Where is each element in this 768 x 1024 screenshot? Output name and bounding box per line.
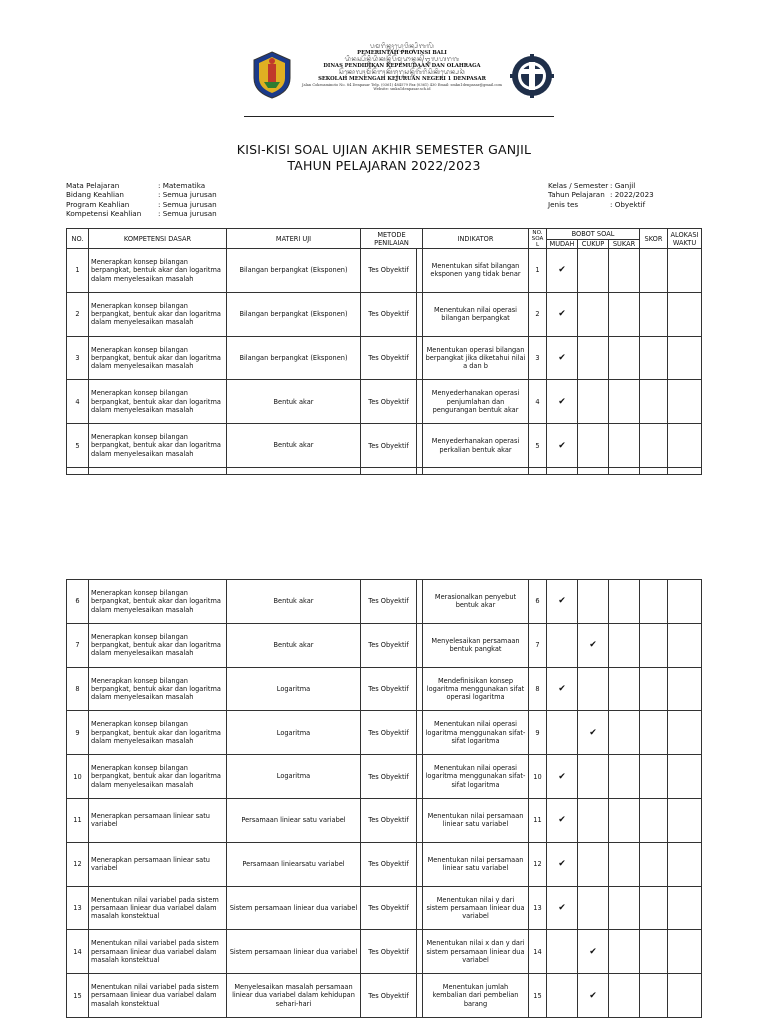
- row-number: 9: [67, 711, 89, 755]
- indikator-cell: Menyederhanakan operasi penjumlahan dan pengurangan bentuk akar: [423, 380, 529, 424]
- mudah-check-cell: [547, 711, 578, 755]
- metode-penilaian-cell: Tes Obyektif: [361, 711, 417, 755]
- no-soal-cell: 11: [529, 798, 547, 842]
- materi-uji-cell: Bentuk akar: [227, 380, 361, 424]
- row-number: 12: [67, 842, 89, 886]
- mudah-check-cell: ✔: [547, 336, 578, 380]
- alokasi-waktu-cell: [668, 974, 702, 1018]
- meta-label: Mata Pelajaran: [66, 181, 120, 190]
- cukup-check-cell: ✔: [578, 974, 609, 1018]
- skor-cell: [640, 667, 668, 711]
- metode-penilaian-cell: Tes Obyektif: [361, 930, 417, 974]
- school-logo-icon: [510, 54, 554, 98]
- skor-cell: [640, 292, 668, 336]
- skor-cell: [640, 711, 668, 755]
- table-row: [67, 336, 702, 380]
- row-number: 6: [67, 580, 89, 624]
- skor-cell: [640, 336, 668, 380]
- sukar-check-cell: [609, 798, 640, 842]
- meta-label: Tahun Pelajaran: [548, 190, 605, 200]
- alokasi-waktu-cell: [668, 842, 702, 886]
- alokasi-waktu-cell: [668, 755, 702, 799]
- no-soal-cell: 13: [529, 886, 547, 930]
- meta-left: [66, 181, 217, 219]
- no-soal-cell: 10: [529, 755, 547, 799]
- meta-row: [548, 190, 654, 199]
- materi-uji-cell: Menyelesaikan masalah persamaan liniear dua variabel dalam kehidupan sehari-hari: [227, 974, 361, 1018]
- skor-cell: [640, 974, 668, 1018]
- indikator-cell: Menentukan jumlah kembalian dari pembelian barang: [423, 974, 529, 1018]
- kompetensi-dasar-cell: Menerapkan persamaan liniear satu variabel: [89, 842, 227, 886]
- metode-penilaian-cell: Tes Obyektif: [361, 336, 417, 380]
- skor-cell: [640, 380, 668, 424]
- mudah-check-cell: [547, 623, 578, 667]
- meta-label: Bidang Keahlian: [66, 190, 124, 200]
- materi-uji-cell: Bilangan berpangkat (Eksponen): [227, 336, 361, 380]
- metode-penilaian-cell: Tes Obyektif: [361, 292, 417, 336]
- sukar-check-cell: [609, 755, 640, 799]
- no-soal-cell: 5: [529, 424, 547, 468]
- continuation-cell: [609, 467, 640, 474]
- meta-value: : Semua jurusan: [158, 209, 217, 219]
- sukar-check-cell: [609, 380, 640, 424]
- alokasi-waktu-cell: [668, 424, 702, 468]
- meta-row: [66, 200, 217, 209]
- cukup-check-cell: ✔: [578, 711, 609, 755]
- alokasi-waktu-cell: [668, 580, 702, 624]
- alokasi-waktu-cell: [668, 336, 702, 380]
- table-row: [67, 798, 702, 842]
- indikator-cell: Menentukan nilai x dan y dari sistem persamaan liniear dua variabel: [423, 930, 529, 974]
- meta-value: : Semua jurusan: [158, 190, 217, 200]
- skor-cell: [640, 623, 668, 667]
- row-number: 15: [67, 974, 89, 1018]
- sukar-check-cell: [609, 336, 640, 380]
- kompetensi-dasar-cell: Menentukan nilai variabel pada sistem persamaan liniear dua variabel dalam masalah konstektual: [89, 930, 227, 974]
- table-row: [67, 424, 702, 468]
- mudah-check-cell: ✔: [547, 798, 578, 842]
- sukar-check-cell: [609, 667, 640, 711]
- cukup-check-cell: [578, 667, 609, 711]
- document-title: KISI-KISI SOAL UJIAN AKHIR SEMESTER GANJIL: [236, 142, 532, 157]
- indikator-cell: Mendefinisikan konsep logaritma menggunakan sifat operasi logaritma: [423, 667, 529, 711]
- continuation-cell: [529, 467, 547, 474]
- skor-cell: [640, 424, 668, 468]
- no-soal-cell: 3: [529, 336, 547, 380]
- materi-uji-cell: Bentuk akar: [227, 580, 361, 624]
- skor-cell: [640, 842, 668, 886]
- kompetensi-dasar-cell: Menerapkan konsep bilangan berpangkat, bentuk akar dan logaritma dalam menyelesaikan masalah: [89, 580, 227, 624]
- materi-uji-cell: Bilangan berpangkat (Eksponen): [227, 292, 361, 336]
- skor-cell: [640, 798, 668, 842]
- sukar-check-cell: [609, 292, 640, 336]
- table-row-continuation: [67, 467, 702, 474]
- indikator-cell: Merasionalkan penyebut bentuk akar: [423, 580, 529, 624]
- meta-label: Jenis tes: [548, 199, 579, 209]
- mudah-check-cell: ✔: [547, 292, 578, 336]
- meta-value: : 2022/2023: [610, 190, 654, 200]
- letterhead-balinese-script-3: ᬲᭂᬓᭀᬮᬄᬫᭂᬦᭂᬗᬄᬓᭂᬚᬸᬭᬸᬲᬦ᭄ᬦᭂᬕᭂᬭᬶᬲᬶᬓᬶᬤᬾᬦ᭄ᬧᬲᬃ: [338, 68, 466, 76]
- letterhead: [244, 44, 554, 120]
- materi-uji-cell: Logaritma: [227, 755, 361, 799]
- materi-uji-cell: Bentuk akar: [227, 424, 361, 468]
- table-row: [67, 667, 702, 711]
- cukup-check-cell: [578, 580, 609, 624]
- table-row: [67, 249, 702, 293]
- alokasi-waktu-cell: [668, 886, 702, 930]
- table-row: [67, 842, 702, 886]
- indikator-cell: Menentukan sifat bilangan eksponen yang tidak benar: [423, 249, 529, 293]
- header-bobot-soal: BOBOT SOAL: [547, 229, 640, 240]
- materi-uji-cell: Logaritma: [227, 711, 361, 755]
- header-metode-penilaian: METODE PENILAIAN: [361, 229, 423, 249]
- header-no-soal: NO. SOA L: [529, 229, 547, 249]
- indikator-cell: Menyelesaikan persamaan bentuk pangkat: [423, 623, 529, 667]
- metode-penilaian-cell: Tes Obyektif: [361, 755, 417, 799]
- mudah-check-cell: ✔: [547, 755, 578, 799]
- cukup-check-cell: [578, 755, 609, 799]
- alokasi-waktu-cell: [668, 292, 702, 336]
- sukar-check-cell: [609, 623, 640, 667]
- table-row: [67, 974, 702, 1018]
- meta-value: : Ganjil: [610, 181, 636, 190]
- alokasi-waktu-cell: [668, 249, 702, 293]
- kompetensi-dasar-cell: Menentukan nilai variabel pada sistem persamaan liniear dua variabel dalam masalah konstektual: [89, 886, 227, 930]
- header-cukup: CUKUP: [578, 240, 609, 249]
- meta-row: [548, 181, 654, 190]
- mudah-check-cell: [547, 974, 578, 1018]
- row-number: 11: [67, 798, 89, 842]
- sukar-check-cell: [609, 580, 640, 624]
- alokasi-waktu-cell: [668, 798, 702, 842]
- header-kompetensi-dasar: KOMPETENSI DASAR: [89, 229, 227, 249]
- kompetensi-dasar-cell: Menerapkan konsep bilangan berpangkat, bentuk akar dan logaritma dalam menyelesaikan masalah: [89, 336, 227, 380]
- header-indikator: INDIKATOR: [423, 229, 529, 249]
- header-mudah: MUDAH: [547, 240, 578, 249]
- metode-penilaian-cell: Tes Obyektif: [361, 886, 417, 930]
- metode-penilaian-cell: Tes Obyektif: [361, 249, 417, 293]
- meta-row: [66, 181, 217, 190]
- no-soal-cell: 1: [529, 249, 547, 293]
- meta-row: [66, 209, 217, 218]
- letterhead-agency-line: DINAS PENDIDIKAN KEPEMUDAAN DAN OLAHRAGA: [323, 62, 481, 69]
- kompetensi-dasar-cell: Menerapkan konsep bilangan berpangkat, bentuk akar dan logaritma dalam menyelesaikan masalah: [89, 292, 227, 336]
- mudah-check-cell: ✔: [547, 424, 578, 468]
- cukup-check-cell: [578, 249, 609, 293]
- indikator-cell: Menentukan nilai persamaan liniear satu variabel: [423, 798, 529, 842]
- sukar-check-cell: [609, 974, 640, 1018]
- document-subtitle: TAHUN PELAJARAN 2022/2023: [287, 158, 481, 173]
- metode-penilaian-cell: Tes Obyektif: [361, 424, 417, 468]
- table-row: [67, 711, 702, 755]
- indikator-cell: Menentukan nilai operasi logaritma menggunakan sifat-sifat logaritma: [423, 711, 529, 755]
- mudah-check-cell: [547, 930, 578, 974]
- materi-uji-cell: Persamaan liniearsatu variabel: [227, 842, 361, 886]
- mudah-check-cell: ✔: [547, 380, 578, 424]
- sukar-check-cell: [609, 249, 640, 293]
- continuation-cell: [227, 467, 361, 474]
- no-soal-cell: 2: [529, 292, 547, 336]
- cukup-check-cell: [578, 842, 609, 886]
- cukup-check-cell: [578, 424, 609, 468]
- continuation-cell: [578, 467, 609, 474]
- table-row: [67, 755, 702, 799]
- alokasi-waktu-cell: [668, 380, 702, 424]
- continuation-cell: [423, 467, 529, 474]
- sukar-check-cell: [609, 930, 640, 974]
- meta-value: : Obyektif: [610, 199, 646, 209]
- continuation-cell: [640, 467, 668, 474]
- skor-cell: [640, 886, 668, 930]
- continuation-cell: [547, 467, 578, 474]
- cukup-check-cell: [578, 292, 609, 336]
- no-soal-cell: 14: [529, 930, 547, 974]
- mudah-check-cell: ✔: [547, 886, 578, 930]
- row-number: 1: [67, 249, 89, 293]
- alokasi-waktu-cell: [668, 930, 702, 974]
- header-no: NO.: [67, 229, 89, 249]
- sukar-check-cell: [609, 842, 640, 886]
- table-row: [67, 886, 702, 930]
- meta-row: [548, 200, 654, 209]
- header-skor: SKOR: [640, 229, 668, 249]
- indikator-cell: Menentukan nilai y dari sistem persamaan liniear dua variabel: [423, 886, 529, 930]
- skor-cell: [640, 580, 668, 624]
- skor-cell: [640, 755, 668, 799]
- meta-label: Kompetensi Keahlian: [66, 209, 142, 219]
- sukar-check-cell: [609, 711, 640, 755]
- continuation-cell: [668, 467, 702, 474]
- indikator-cell: Menentukan nilai operasi bilangan berpangkat: [423, 292, 529, 336]
- meta-label: Program Keahlian: [66, 199, 130, 209]
- continuation-cell: [361, 467, 417, 474]
- cukup-check-cell: ✔: [578, 930, 609, 974]
- table-row: [67, 623, 702, 667]
- materi-uji-cell: Sistem persamaan liniear dua variabel: [227, 886, 361, 930]
- mudah-check-cell: ✔: [547, 580, 578, 624]
- row-number: 3: [67, 336, 89, 380]
- alokasi-waktu-cell: [668, 711, 702, 755]
- letterhead-divider: [244, 116, 554, 117]
- table-row: [67, 930, 702, 974]
- kompetensi-dasar-cell: Menerapkan konsep bilangan berpangkat, bentuk akar dan logaritma dalam menyelesaikan masalah: [89, 711, 227, 755]
- meta-row: [66, 190, 217, 199]
- row-number: 10: [67, 755, 89, 799]
- metode-penilaian-cell: Tes Obyektif: [361, 380, 417, 424]
- meta-value: : Semua jurusan: [158, 199, 217, 209]
- row-number: 14: [67, 930, 89, 974]
- letterhead-address: Jalan Cokroaminoto No. 84 Denpasar Telp. (0361) 484579 Fax (0361) 430 Email: smkn1denpasar@gmail.com Website: smkn1denpasar.sch.id: [302, 82, 502, 91]
- row-number: 13: [67, 886, 89, 930]
- row-number: 5: [67, 424, 89, 468]
- kompetensi-dasar-cell: Menerapkan konsep bilangan berpangkat, bentuk akar dan logaritma dalam menyelesaikan masalah: [89, 667, 227, 711]
- indikator-cell: Menyederhanakan operasi perkalian bentuk akar: [423, 424, 529, 468]
- table-row: [67, 380, 702, 424]
- skor-cell: [640, 249, 668, 293]
- materi-uji-cell: Persamaan liniear satu variabel: [227, 798, 361, 842]
- metode-penilaian-cell: Tes Obyektif: [361, 842, 417, 886]
- indikator-cell: Menentukan nilai operasi logaritma menggunakan sifat-sifat logaritma: [423, 755, 529, 799]
- metode-penilaian-cell: Tes Obyektif: [361, 580, 417, 624]
- kompetensi-dasar-cell: Menerapkan persamaan liniear satu variabel: [89, 798, 227, 842]
- materi-uji-cell: Bilangan berpangkat (Eksponen): [227, 249, 361, 293]
- kisi-kisi-table-page-1: [66, 228, 702, 475]
- materi-uji-cell: Sistem persamaan liniear dua variabel: [227, 930, 361, 974]
- sukar-check-cell: [609, 886, 640, 930]
- header-alokasi-waktu: ALOKASI WAKTU: [668, 229, 702, 249]
- no-soal-cell: 9: [529, 711, 547, 755]
- cukup-check-cell: [578, 380, 609, 424]
- no-soal-cell: 12: [529, 842, 547, 886]
- metode-penilaian-cell: Tes Obyektif: [361, 667, 417, 711]
- kompetensi-dasar-cell: Menerapkan konsep bilangan berpangkat, bentuk akar dan logaritma dalam menyelesaikan masalah: [89, 623, 227, 667]
- mudah-check-cell: ✔: [547, 842, 578, 886]
- kompetensi-dasar-cell: Menerapkan konsep bilangan berpangkat, bentuk akar dan logaritma dalam menyelesaikan masalah: [89, 755, 227, 799]
- continuation-cell: [67, 467, 89, 474]
- mudah-check-cell: ✔: [547, 667, 578, 711]
- kompetensi-dasar-cell: Menerapkan konsep bilangan berpangkat, bentuk akar dan logaritma dalam menyelesaikan masalah: [89, 424, 227, 468]
- indikator-cell: Menentukan operasi bilangan berpangkat jika diketahui nilai a dan b: [423, 336, 529, 380]
- letterhead-balinese-script-1: ᬧᬫᬭᬶᬦ᭄ᬢᬄᬧ᭄ᬭᭀᬯᬶᬦ᭄ᬲᬶᬩᬮᬶ: [369, 43, 435, 50]
- letterhead-balinese-script-2: ᬤᬶᬦᬲ᭄ᬧᭂᬦ᭄ᬤᬶᬤᬶᬓᬦ᭄ᬓᭂᬧᭂᬫᬸᬤᬵᬦ᭄ᬤᬦ᭄ᬑᬮᬳᬭᬕ: [344, 55, 460, 63]
- materi-uji-cell: Bentuk akar: [227, 623, 361, 667]
- no-soal-cell: 8: [529, 667, 547, 711]
- meta-value: : Matematika: [158, 181, 206, 190]
- kompetensi-dasar-cell: Menerapkan konsep bilangan berpangkat, bentuk akar dan logaritma dalam menyelesaikan masalah: [89, 380, 227, 424]
- bali-province-crest-icon: [250, 50, 294, 100]
- row-number: 2: [67, 292, 89, 336]
- table-row: [67, 580, 702, 624]
- letterhead-government-line: PEMERINTAH PROVINSI BALI: [357, 49, 447, 56]
- header-materi-uji: MATERI UJI: [227, 229, 361, 249]
- mudah-check-cell: ✔: [547, 249, 578, 293]
- indikator-cell: Menentukan nilai persamaan liniear satu variabel: [423, 842, 529, 886]
- materi-uji-cell: Logaritma: [227, 667, 361, 711]
- header-sukar: SUKAR: [609, 240, 640, 249]
- alokasi-waktu-cell: [668, 623, 702, 667]
- table-row: [67, 292, 702, 336]
- metode-penilaian-cell: Tes Obyektif: [361, 623, 417, 667]
- cukup-check-cell: [578, 886, 609, 930]
- kompetensi-dasar-cell: Menerapkan konsep bilangan berpangkat, bentuk akar dan logaritma dalam menyelesaikan masalah: [89, 249, 227, 293]
- alokasi-waktu-cell: [668, 667, 702, 711]
- no-soal-cell: 15: [529, 974, 547, 1018]
- row-number: 4: [67, 380, 89, 424]
- letterhead-school-line: SEKOLAH MENENGAH KEJURUAN NEGERI 1 DENPASAR: [318, 75, 486, 82]
- cukup-check-cell: [578, 336, 609, 380]
- cukup-check-cell: [578, 798, 609, 842]
- metode-penilaian-cell: Tes Obyektif: [361, 974, 417, 1018]
- kompetensi-dasar-cell: Menentukan nilai variabel pada sistem persamaan liniear dua variabel dalam masalah konstektual: [89, 974, 227, 1018]
- no-soal-cell: 7: [529, 623, 547, 667]
- no-soal-cell: 4: [529, 380, 547, 424]
- row-number: 8: [67, 667, 89, 711]
- kisi-kisi-table-page-2: [66, 579, 702, 1018]
- continuation-cell: [89, 467, 227, 474]
- metode-penilaian-cell: Tes Obyektif: [361, 798, 417, 842]
- meta-label: Kelas / Semester: [548, 181, 609, 190]
- sukar-check-cell: [609, 424, 640, 468]
- meta-right: [548, 181, 654, 209]
- skor-cell: [640, 930, 668, 974]
- cukup-check-cell: ✔: [578, 623, 609, 667]
- row-number: 7: [67, 623, 89, 667]
- no-soal-cell: 6: [529, 580, 547, 624]
